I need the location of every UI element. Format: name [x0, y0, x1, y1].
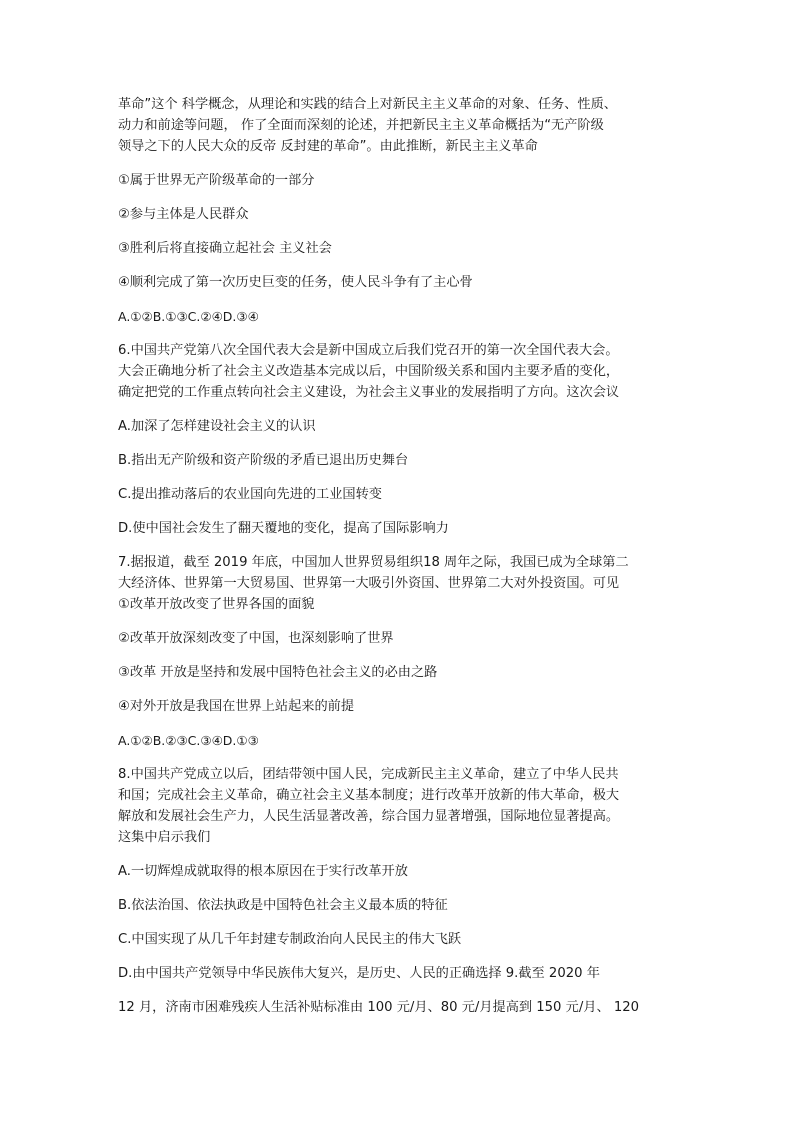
question-8-choice-c: C.中国实现了从几千年封建专制政治向人民民主的伟大飞跃 [118, 932, 462, 947]
question-7-option-4: ④对外开放是我国在世界上站起来的前提 [118, 699, 355, 714]
question-6-stem [118, 340, 686, 403]
question-8-choice-a: A.一切辉煌成就取得的根本原因在于实行改革开放 [118, 864, 408, 879]
question-7-answer-choices: A.①②B.②③C.③④D.①③ [118, 733, 259, 748]
question-5-answer-choices: A.①②B.①③C.②④D.③④ [118, 309, 259, 324]
question-9-stem-continuation: 12 月，济南市困难残疾人生活补贴标准由 100 元/月、80 元/月提高到 150 元/月、 120 [118, 1000, 639, 1015]
text-line: 和国；完成社会主义革命，确立社会主义基本制度；进行改革开放新的伟大革命，极大 [118, 788, 620, 803]
question-5-option-2: ②参与主体是人民群众 [118, 207, 249, 222]
question-7-option-3: ③改革 开放是坚持和发展中国特色社会主义的必由之路 [118, 665, 438, 680]
question-6-choice-b: B.指出无产阶级和资产阶级的矛盾已退出历史舞台 [118, 453, 409, 468]
text-line: 动力和前途等问题， 作了全面而深刻的论述，并把新民主主义革命概括为“无产阶级 [118, 118, 604, 133]
text-line: 8.中国共产党成立以后，团结带领中国人民，完成新民主主义革命，建立了中华人民共 [118, 767, 619, 782]
question-5-option-3: ③胜利后将直接确立起社会 主义社会 [118, 241, 332, 256]
text-line: 领导之下的人民大众的反帝 反封建的革命”。由此推断，新民主主义革命 [118, 139, 538, 154]
question-6-choice-d: D.使中国社会发生了翻天覆地的变化，提高了国际影响力 [118, 521, 449, 536]
text-line: 大经济体、世界第一大贸易国、世界第一大吸引外资国、世界第二大对外投资国。可见 [118, 576, 620, 591]
question-8-stem [118, 764, 686, 848]
text-line: 7.据报道，截至 2019 年底，中国加人世界贸易组织18 周年之际，我国已成为全球第二 [118, 555, 629, 570]
text-line: 大会正确地分析了社会主义改造基本完成以后，中国阶级关系和国内主要矛盾的变化， [118, 364, 620, 379]
question-6-choice-c: C.提出推动落后的农业国向先进的工业国转变 [118, 487, 382, 502]
text-line: 确定把党的工作重点转向社会主义建设，为社会主义事业的发展指明了方向。这次会议 [118, 385, 620, 400]
question-6-choice-a: A.加深了怎样建设社会主义的认识 [118, 419, 316, 434]
text-line: ①改革开放改变了世界各国的面貌 [118, 597, 315, 612]
question-5-option-4: ④顺利完成了第一次历史巨变的任务，使人民斗争有了主心骨 [118, 275, 473, 290]
question-8-choice-d: D.由中国共产党领导中华民族伟大复兴，是历史、人民的正确选择 9.截至 2020 年 [118, 966, 600, 981]
question-7-stem [118, 552, 686, 615]
text-line: 6.中国共产党第八次全国代表大会是新中国成立后我们党召开的第一次全国代表大会。 [118, 343, 619, 358]
text-line: 革命”这个 科学概念，从理论和实践的结合上对新民主主义革命的对象、任务、性质、 [118, 97, 617, 112]
text-line: 这集中启示我们 [118, 830, 211, 845]
text-line: 解放和发展社会生产力，人民生活显著改善，综合国力显著增强，国际地位显著提高。 [118, 809, 620, 824]
document-page [118, 94, 686, 1018]
question-5-option-1: ①属于世界无产阶级革命的一部分 [118, 173, 315, 188]
question-5-stem [118, 94, 686, 157]
question-8-choice-b: B.依法治国、依法执政是中国特色社会主义最本质的特征 [118, 898, 448, 913]
question-7-option-2: ②改革开放深刻改变了中国，也深刻影响了世界 [118, 631, 394, 646]
